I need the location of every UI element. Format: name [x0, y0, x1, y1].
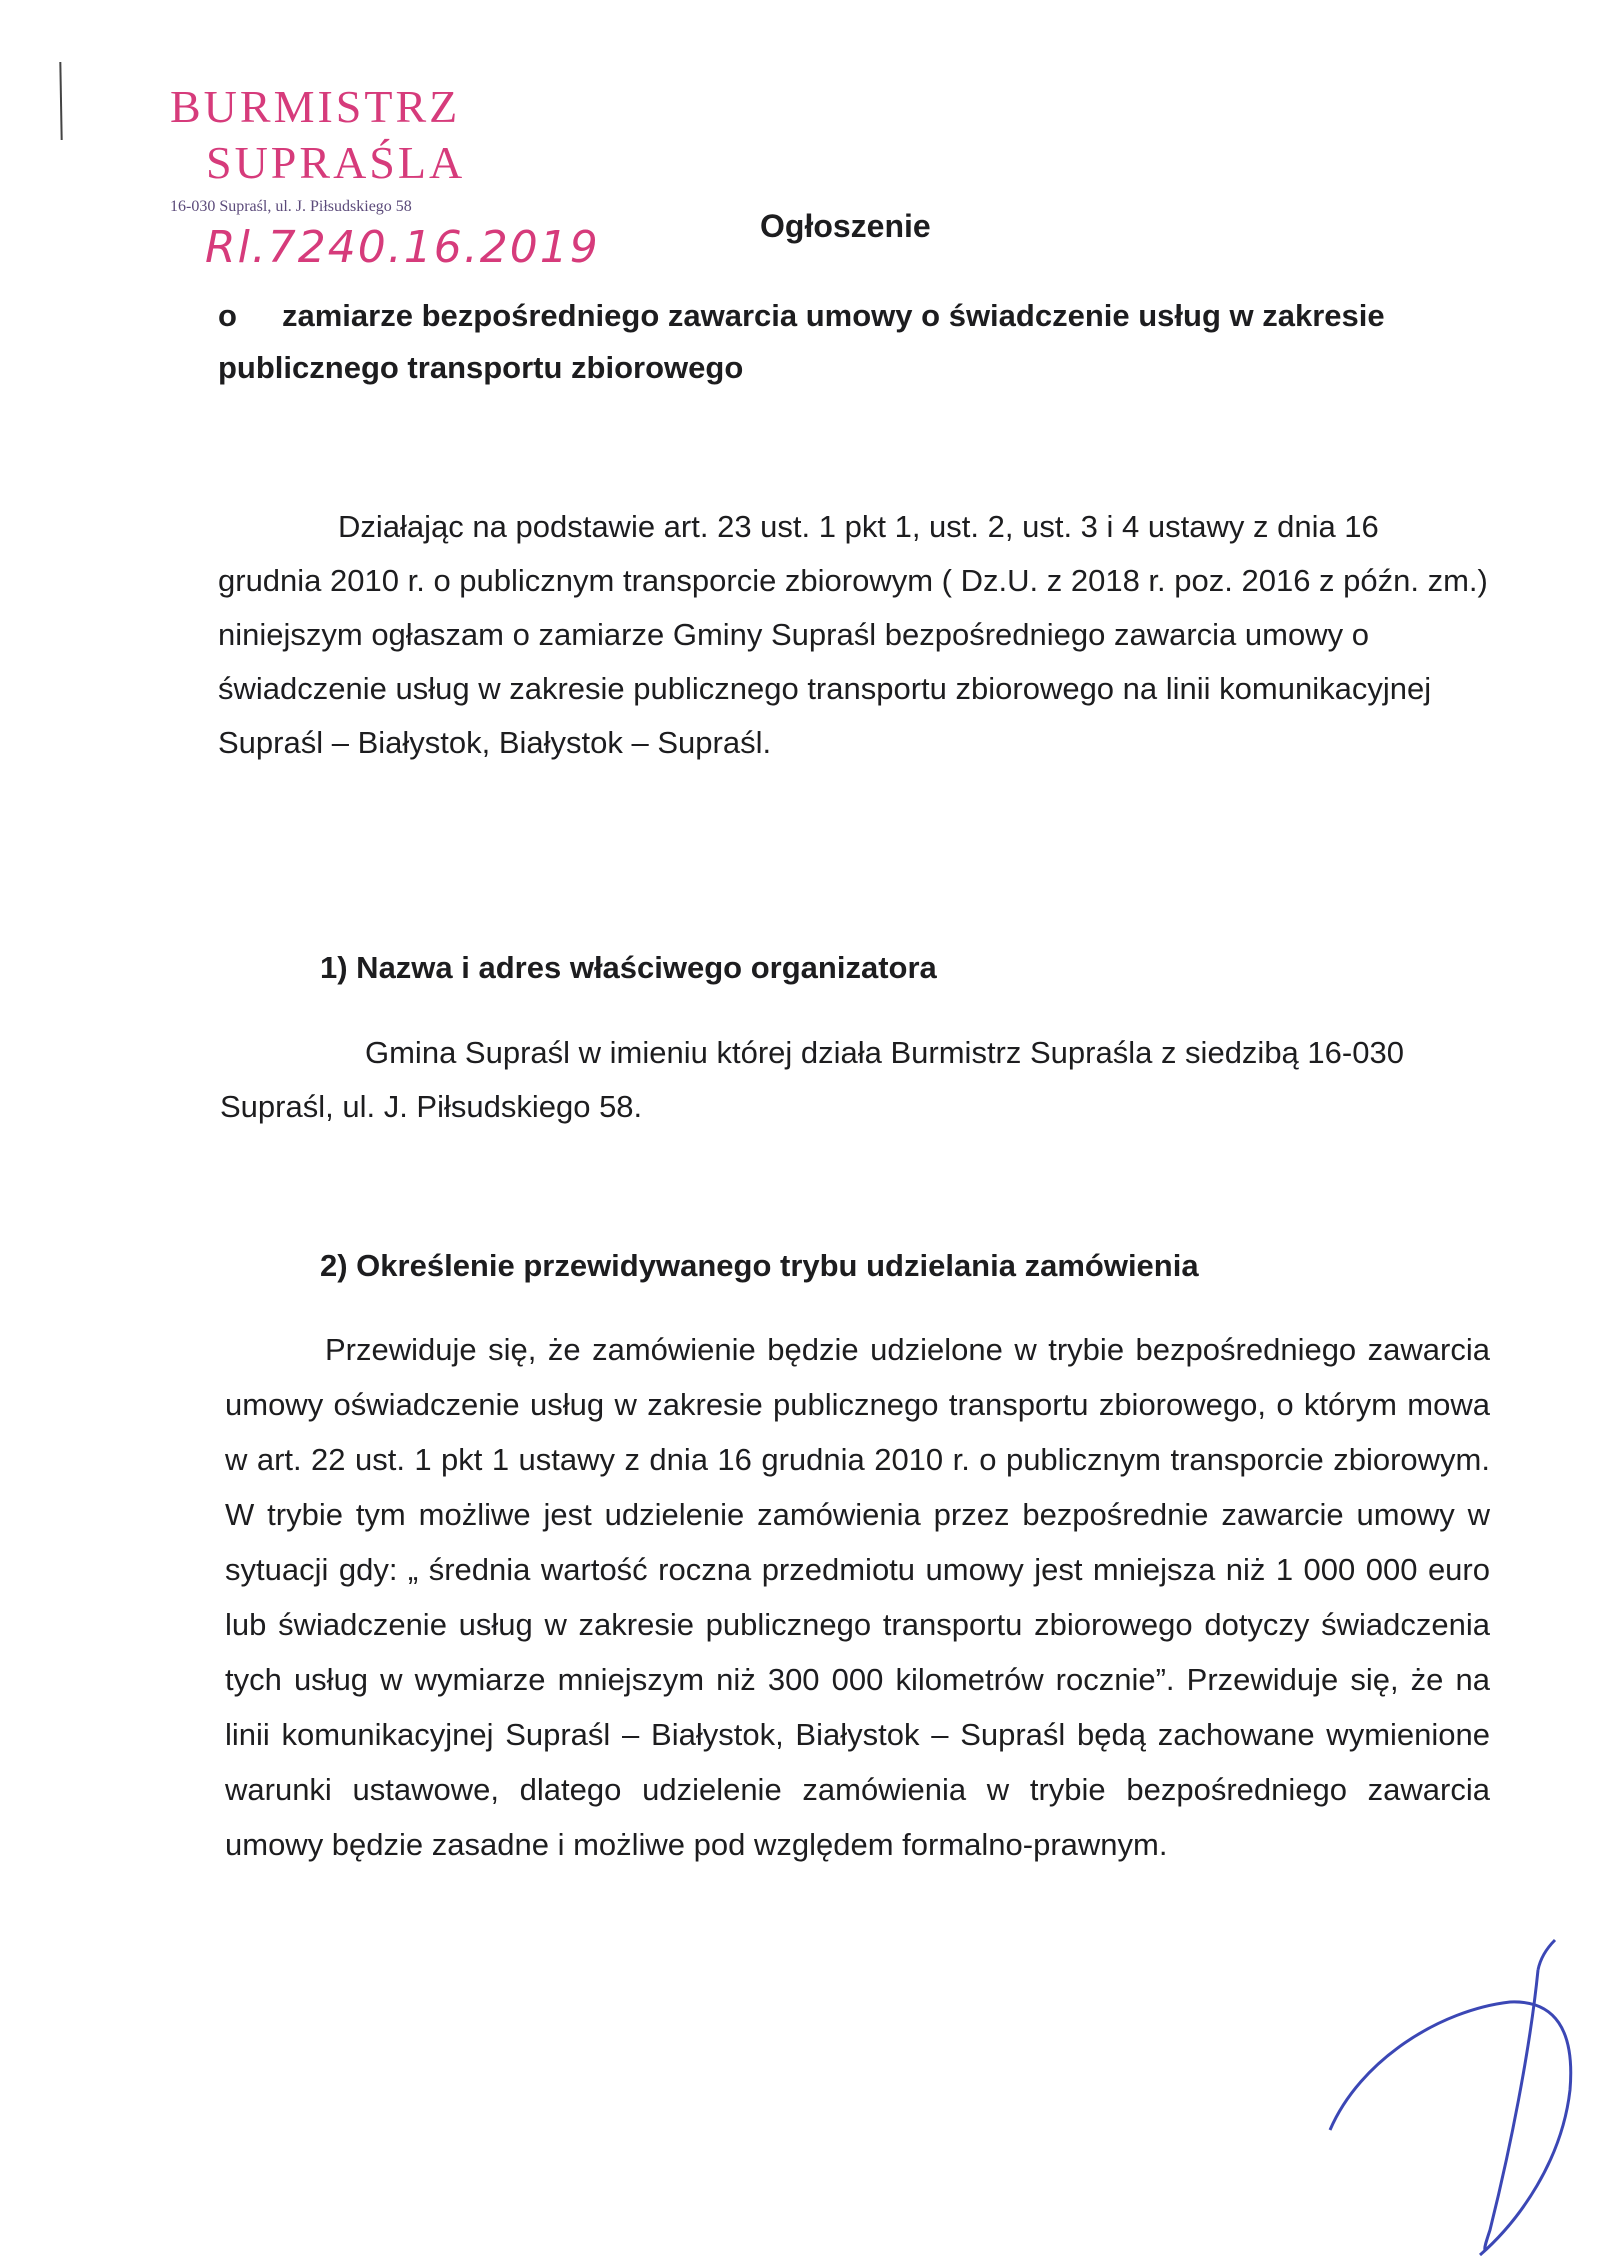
section-1-heading: 1) Nazwa i adres właściwego organizatora	[320, 950, 937, 985]
document-title: Ogłoszenie	[760, 208, 931, 244]
handwritten-signature	[1290, 1930, 1590, 2260]
intro-paragraph: Działając na podstawie art. 23 ust. 1 pkt 1, ust. 2, ust. 3 i 4 ustawy z dnia 16 grudnia 2010 r. o publicznym transporcie zbiorowym ( Dz.U. z 2018 r. poz. 2016 z późn. zm.) niniejszym ogłaszam o zamiarze Gminy Supraśl bezpośredniego zawarcia umowy o świadczenie usług w zakresie publicznego transportu zbiorowego na linii komunikacyjnej Supraśl – Białystok, Białystok – Supraśl.	[218, 509, 1488, 760]
section-2-heading: 2) Określenie przewidywanego trybu udzielania zamówienia	[320, 1248, 1199, 1283]
stamp-line-1: BURMISTRZ	[170, 81, 461, 132]
section-2-body: Przewiduje się, że zamówienie będzie udzielone w trybie bezpośredniego zawarcia umowy oświadczenie usług w zakresie publicznego transportu zbiorowego, o którym mowa w art. 22 ust. 1 pkt 1 ustawy z dnia 16 grudnia 2010 r. o publicznym transporcie zbiorowym. W trybie tym możliwe jest udzielenie zamówienia przez bezpośrednie zawarcie umowy w sytuacji gdy: „ średnia wartość roczna przedmiotu umowy jest mniejsza niż 1 000 000 euro lub świadczenie usług w zakresie publicznego transportu zbiorowego dotyczy świadczenia tych usług w wymiarze mniejszym niż 300 000 kilometrów rocznie”. Przewiduje się, że na linii komunikacyjnej Supraśl – Białystok, Białystok – Supraśl będą zachowane wymienione warunki ustawowe, dlatego udzielenie zamówienia w trybie bezpośredniego zawarcia umowy będzie zasadne i możliwe pod względem formalno-prawnym.	[225, 1332, 1490, 1862]
subtitle-text: zamiarze bezpośredniego zawarcia umowy o świadczenie usług w zakresie publicznego transportu zbiorowego	[218, 298, 1385, 385]
stamp-address: 16-030 Supraśl, ul. J. Piłsudskiego 58	[170, 198, 412, 215]
subtitle-prefix: o	[218, 298, 237, 333]
section-1-body: Gmina Supraśl w imieniu której działa Burmistrz Supraśla z siedzibą 16-030 Supraśl, ul. J. Piłsudskiego 58.	[220, 1035, 1404, 1124]
margin-mark	[59, 62, 62, 140]
reference-number: Rl.7240.16.2019	[205, 222, 600, 273]
document-subtitle	[218, 290, 1418, 394]
stamp-line-2: SUPRAŚLA	[206, 137, 466, 188]
